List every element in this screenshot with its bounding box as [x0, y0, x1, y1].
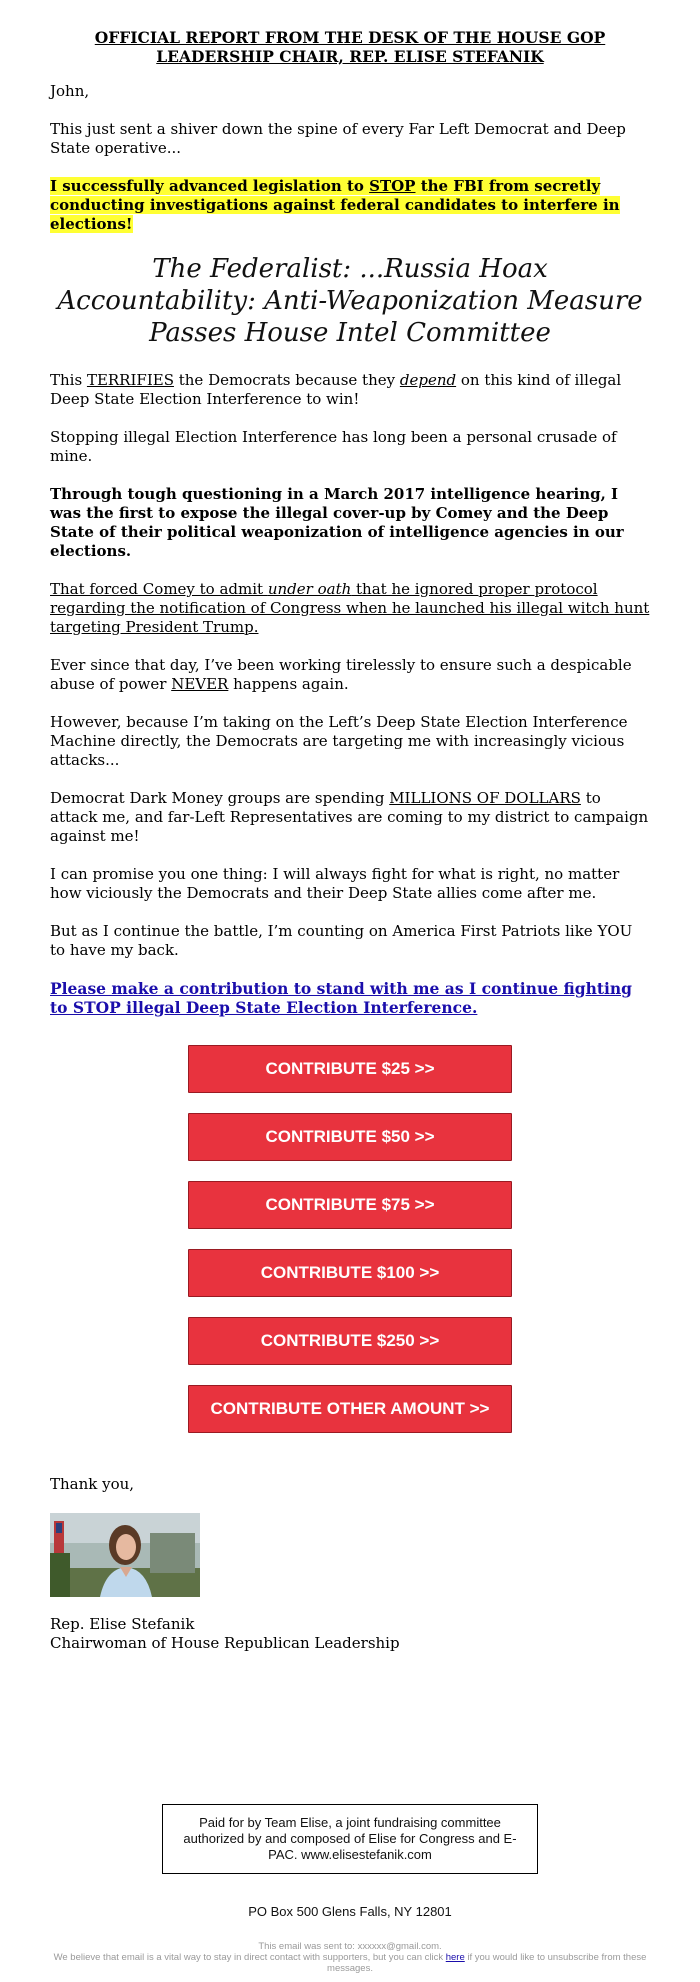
highlight-text [50, 177, 620, 233]
greeting: John, [50, 82, 90, 100]
paid-for-disclaimer: Paid for by Team Elise, a joint fundraising committee authorized by and composed of Elise for Congress and E-PAC. www.elisestefanik.com [162, 1804, 538, 1874]
contribute-100-button[interactable]: CONTRIBUTE $100 >> [188, 1249, 512, 1297]
mailing-address: PO Box 500 Glens Falls, NY 12801 [248, 1904, 452, 1919]
portrait-illustration [50, 1513, 200, 1597]
paragraph-crusade: Stopping illegal Election Interference has long been a personal crusade of mine. [50, 428, 617, 465]
paragraph-never: Ever since that day, I’ve been working tirelessly to ensure such a despicable abuse of power NEVER happens again. [50, 656, 632, 693]
unsubscribe-notice [50, 1941, 650, 1974]
paragraph-comey: That forced Comey to admit under oath that he ignored proper protocol regarding the notification of Congress when he launched his illegal witch hunt targeting President Trump. [50, 580, 650, 636]
signature-role: Chairwoman of House Republican Leadership [50, 1634, 400, 1652]
highlight-paragraph [50, 177, 650, 234]
highlight-pre: I successfully advanced legislation to [50, 177, 370, 195]
highlight-stop: STOP [369, 177, 416, 195]
title-line-2: LEADERSHIP CHAIR, REP. ELISE STEFANIK [156, 47, 544, 66]
millions-text: MILLIONS OF DOLLARS [389, 789, 581, 807]
contribute-other-button[interactable]: CONTRIBUTE OTHER AMOUNT >> [188, 1385, 512, 1433]
paragraph-patriots: But as I continue the battle, I’m counting on America First Patriots like YOU to have my back. [50, 922, 633, 959]
sent-to-text: This email was sent to: xxxxxx@gmail.com. [258, 1941, 442, 1952]
title-line-1: OFFICIAL REPORT FROM THE DESK OF THE HOUSE GOP [94, 28, 606, 47]
contribute-25-button[interactable]: CONTRIBUTE $25 >> [188, 1045, 512, 1093]
portrait-photo [50, 1513, 200, 1597]
contribute-link[interactable]: Please make a contribution to stand with me as I continue fighting to STOP illegal Deep State Election Interference. [50, 979, 633, 1017]
highlight-post: the FBI from secretly conducting investigations against federal candidates to interfere in elections! [50, 177, 620, 233]
terrifies-word: TERRIFIES [86, 371, 174, 389]
paragraph-attacks: However, because I’m taking on the Left’s Deep State Election Interference Machine directly, the Democrats are targeting me with increasingly vicious attacks... [50, 713, 628, 769]
news-headline: The Federalist: ...Russia Hoax Accountability: Anti-Weaponization Measure Passes House Intel Committee [57, 254, 643, 348]
closing: Thank you, [50, 1475, 135, 1493]
footer [0, 1804, 700, 1974]
unsub-pre: We believe that email is a vital way to stay in direct contact with supporters, but you can click [53, 1952, 446, 1963]
signature-block [50, 1615, 650, 1653]
paragraph-dark-money: Democrat Dark Money groups are spending MILLIONS OF DOLLARS to attack me, and far-Left Representatives are coming to my district to campaign against me! [50, 789, 649, 845]
report-title [50, 28, 650, 66]
unsub-post: if you would like to unsubscribe from these messages. [327, 1952, 647, 1974]
contribute-75-button[interactable]: CONTRIBUTE $75 >> [188, 1181, 512, 1229]
contribute-250-button[interactable]: CONTRIBUTE $250 >> [188, 1317, 512, 1365]
paragraph-hearing: Through tough questioning in a March 2017 intelligence hearing, I was the first to expose the illegal cover-up by Comey and the Deep State of their political weaponization of intelligence agencies in our elections. [50, 485, 624, 560]
unsubscribe-link[interactable]: here [445, 1952, 465, 1963]
email-body [50, 28, 650, 1653]
contribute-50-button[interactable]: CONTRIBUTE $50 >> [188, 1113, 512, 1161]
contribution-buttons [50, 1045, 650, 1453]
under-oath-text: under oath [267, 580, 352, 598]
intro-paragraph: This just sent a shiver down the spine of every Far Left Democrat and Deep State operative... [50, 120, 626, 157]
depend-word: depend [399, 371, 457, 389]
paragraph-terrifies: This TERRIFIES the Democrats because they depend on this kind of illegal Deep State Election Interference to win! [50, 371, 622, 408]
paragraph-promise: I can promise you one thing: I will always fight for what is right, no matter how viciously the Democrats and their Deep State allies come after me. [50, 865, 620, 902]
signature-name: Rep. Elise Stefanik [50, 1615, 195, 1633]
never-word: NEVER [171, 675, 229, 693]
